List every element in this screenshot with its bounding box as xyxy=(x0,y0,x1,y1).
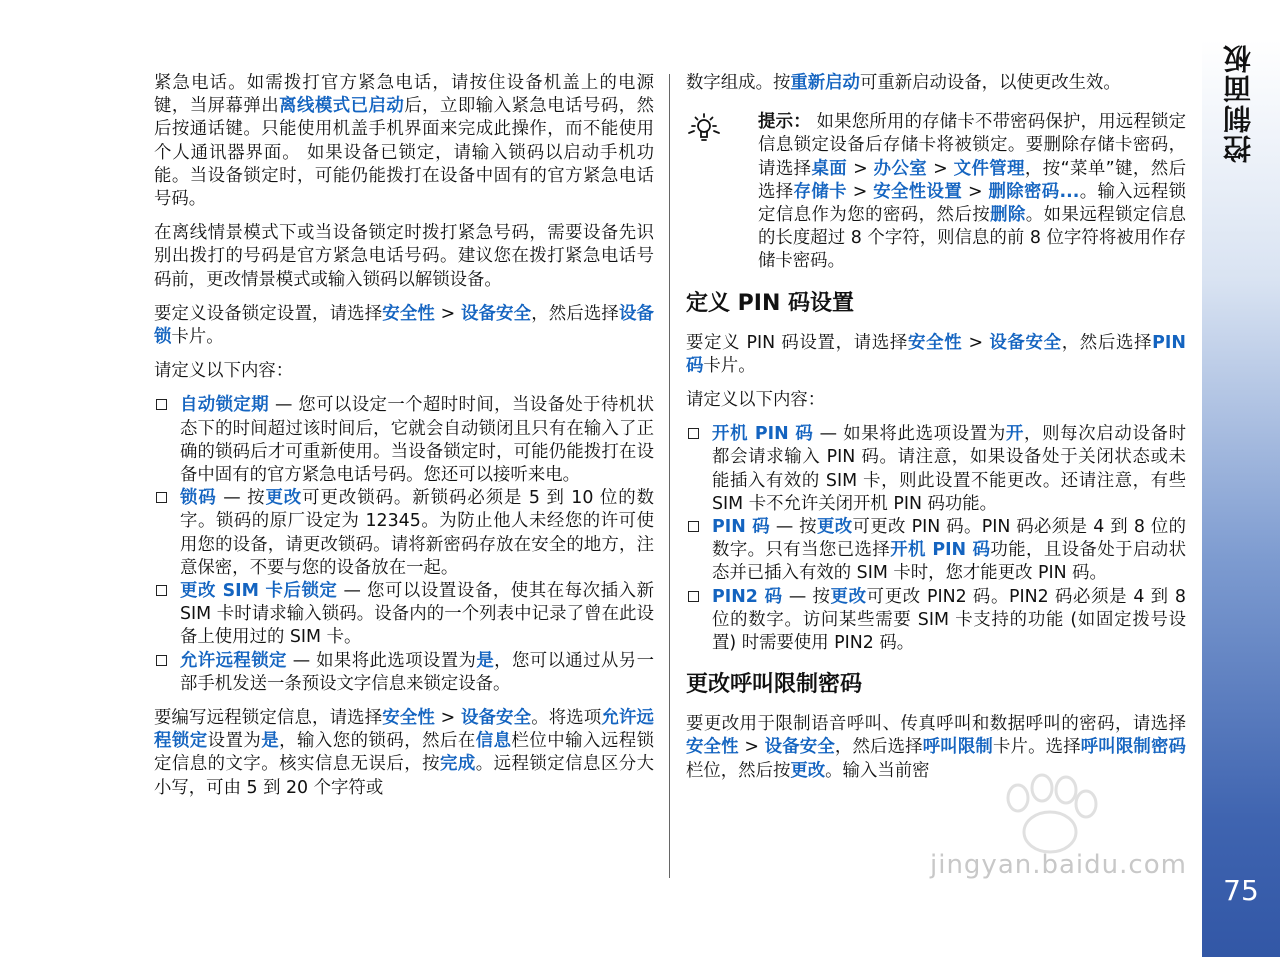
list-item: 更改 SIM 卡后锁定 — 您可以设置设备，使其在每次插入新 SIM 卡时请求输入锁码。设备内的一个列表中记录了曾在此设备上使用过的 SIM 卡。 xyxy=(154,580,654,650)
list-item: 锁码 — 按更改可更改锁码。新锁码必须是 5 到 10 位的数字。锁码的原厂设定为 12345。为防止他人未经您的许可使用您的设备，请更改锁码。请将新密码存放在安全的地方，注意保密，不要与您的设备放在一起。 xyxy=(154,487,654,580)
checkbox-bullet-icon xyxy=(156,655,167,666)
paragraph: 要编写远程锁定信息，请选择安全性 > 设备安全。将选项允许远程锁定设置为是，输入您的锁码，然后在信息栏位中输入远程锁定信息的文字。核实信息无误后，按完成。远程锁定信息区分大小写，可由 5 到 20 个字符或 xyxy=(154,708,654,798)
lightbulb-icon xyxy=(686,111,722,147)
page-number: 75 xyxy=(1223,874,1259,907)
watermark-text: jingyan.baidu.com xyxy=(930,850,1187,880)
list-item: 开机 PIN 码 — 如果将此选项设置为开，则每次启动设备时都会请求输入 PIN 码。请注意，如果设备处于关闭状态或未能插入有效的 SIM 卡，则此设置不能更改。还请注意，有些 SIM 卡不允许关闭开机 PIN 码功能。 xyxy=(686,423,1186,516)
list-item: 允许远程锁定 — 如果将此选项设置为是，您可以通过从另一部手机发送一条预设文字信息来锁定设备。 xyxy=(154,650,654,696)
paragraph: 请定义以下内容： xyxy=(154,361,294,382)
checkbox-bullet-icon xyxy=(688,591,699,602)
paragraph: 请定义以下内容： xyxy=(686,390,826,411)
checkbox-bullet-icon xyxy=(156,492,167,503)
chapter-title: 控制面板 xyxy=(1222,43,1255,163)
paragraph: 要定义 PIN 码设置，请选择安全性 > 设备安全，然后选择PIN 码卡片。 xyxy=(686,332,1186,376)
option-list xyxy=(686,423,1186,655)
paragraph: 要定义设备锁定设置，请选择安全性 > 设备安全，然后选择设备锁卡片。 xyxy=(154,303,654,348)
list-item: PIN2 码 — 按更改可更改 PIN2 码。PIN2 码必须是 4 到 8 位的数字。访问某些需要 SIM 卡支持的功能 (如固定拨号设置) 时需要使用 PIN2 码。 xyxy=(686,586,1186,656)
section-heading: 定义 PIN 码设置 xyxy=(686,290,855,316)
section-heading: 更改呼叫限制密码 xyxy=(686,672,863,698)
paragraph: 要更改用于限制语音呼叫、传真呼叫和数据呼叫的密码，请选择安全性 > 设备安全，然后选择呼叫限制卡片。选择呼叫限制密码栏位，然后按更改。输入当前密 xyxy=(686,714,1186,781)
option-list xyxy=(154,394,654,696)
checkbox-bullet-icon xyxy=(156,585,167,596)
paragraph: 在离线情景模式下或当设备锁定时拨打紧急号码，需要设备先识别出拨打的号码是官方紧急电话号码。建议您在拨打紧急电话号码前，更改情景模式或输入锁码以解锁设备。 xyxy=(154,223,654,290)
right-column xyxy=(686,72,1186,794)
checkbox-bullet-icon xyxy=(156,399,167,410)
paragraph: 数字组成。按重新启动可重新启动设备，以使更改生效。 xyxy=(686,73,1121,93)
paragraph: 紧急电话。如需拨打官方紧急电话，请按住设备机盖上的电源键，当屏幕弹出离线模式已启动后，立即输入紧急电话号码，然后按通话键。只能使用机盖手机界面来完成此操作，而不能使用个人通讯器界面。 如果设备已锁定，请输入锁码以启动手机功能。当设备锁定时，可能仍能拨打在设备中固有的官方紧急电话号码。 xyxy=(154,73,654,210)
left-column xyxy=(154,72,654,811)
list-item: PIN 码 — 按更改可更改 PIN 码。PIN 码必须是 4 到 8 位的数字。只有当您已选择开机 PIN 码功能，且设备处于启动状态并已插入有效的 SIM 卡时，您才能更改 PIN 码。 xyxy=(686,516,1186,586)
tip-box: 提示： 如果您所用的存储卡不带密码保护，用远程锁定信息锁定设备后存储卡将被锁定。要删除存储卡密码，请选择桌面 > 办公室 > 文件管理，按“菜单”键，然后选择存储卡 > 安全性设置 > 删除密码...。输入远程锁定信息作为您的密码，然后按删除。如果远程锁定信息的长度超过 8 个字符，则信息的前 8 位字符将被用作存储卡密码。 xyxy=(686,111,1186,273)
column-divider xyxy=(669,74,670,878)
checkbox-bullet-icon xyxy=(688,521,699,532)
list-item: 自动锁定期 — 您可以设定一个超时时间，当设备处于待机状态下的时间超过该时间后，它就会自动锁闭且只有在输入了正确的锁码后才可重新使用。当设备锁定时，可能仍能拨打在设备中固有的官方紧急电话号码。您还可以接听来电。 xyxy=(154,394,654,487)
checkbox-bullet-icon xyxy=(688,428,699,439)
